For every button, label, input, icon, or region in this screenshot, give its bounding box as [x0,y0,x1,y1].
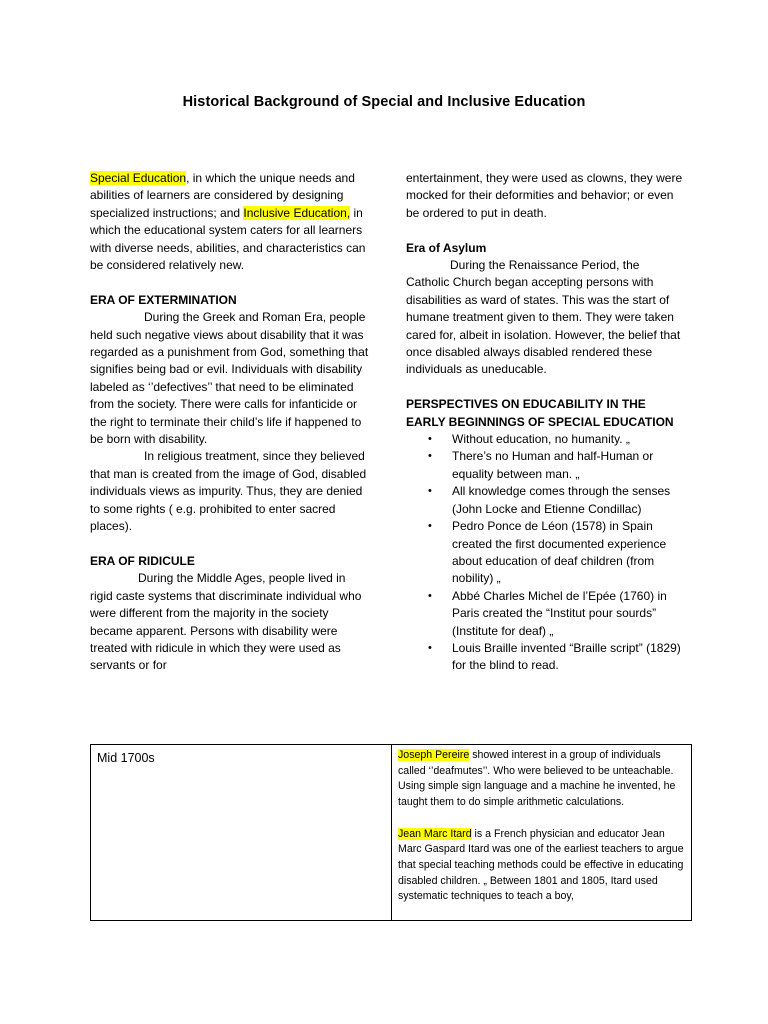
highlight-joseph-pereire: Joseph Pereire [398,749,470,761]
bullet-icon: • [428,433,432,446]
description-cell [392,745,692,921]
heading-asylum: Era of Asylum [406,240,487,255]
list-item: • Louis Braille invented “Braille script” (1829) for the blind to read. [428,640,681,673]
bullet-icon: • [428,589,432,602]
asylum-paragraph: During the Renaissance Period, the Catholic Church began accepting persons with disabilities as ward of states. This was the start of humane treatment given to them. They were taken cared for, albeit in isolation. However, the belief that once disabled always disabled rendered these individuals as uneducable. [406,258,681,377]
pereire-paragraph: Joseph Pereire showed interest in a group of individuals called ‘’deafmutes’’. Who were believed to be unteachable. Using simple sign language and a machine he invented, he taught them to do simple arithmetic calculations. [398,749,676,809]
ridicule-continuation: entertainment, they were used as clowns, they were mocked for their deformities and behavior; or even be ordered to put in death. [406,171,683,220]
highlight-special-education: Special Education [90,171,187,185]
bullet-icon: • [428,450,432,463]
religious-paragraph: In religious treatment, since they believed that man is created from the image of God, disabled individuals views as impurity. Thus, they are denied to some rights ( e.g. prohibited to enter sacred places). [90,449,367,534]
list-item: • Abbé Charles Michel de l’Epée (1760) in Paris created the “Institut pour sourds” (Institute for deaf) „ [428,588,667,638]
bullet-icon: • [428,520,432,533]
heading-extermination: ERA OF EXTERMINATION [90,292,237,307]
intro-paragraph: Special Education, in which the unique needs and abilities of learners are considered by designing specialized instructions; and Inclusive Education, in which the educational system caters for all learners with diverse needs, abilities, and characteristics can be considered relatively new. [90,171,366,273]
itard-paragraph: Jean Marc Itard is a French physician and educator Jean Marc Gaspard Itard was one of the earliest teachers to argue that special teaching methods could be effective in educating disabled children. „ Between 1801 and 1805, Itard used systematic techniques to teach a boy, [398,827,684,903]
list-item: • Pedro Ponce de Léon (1578) in Spain created the first documented experience about education of deaf children (from nobility) „ [428,519,667,586]
perspectives-list [406,431,684,675]
era-cell: Mid 1700s [91,745,392,921]
list-item: • Without education, no humanity. „ [406,431,684,448]
left-column [90,170,370,675]
timeline-table [90,744,692,921]
bullet-icon: • [428,641,432,654]
heading-perspectives: PERSPECTIVES ON EDUCABILITY IN THE EARLY BEGINNINGS OF SPECIAL EDUCATION [406,397,674,429]
highlight-jean-marc-itard: Jean Marc Itard [398,827,472,840]
highlight-inclusive-education: Inclusive Education, [243,205,351,220]
table-row [91,745,692,921]
page-title: Historical Background of Special and Inclusive Education [182,94,586,110]
bullet-icon: • [428,485,432,498]
extermination-paragraph: During the Greek and Roman Era, people held such negative views about disability that it was regarded as a punishment from God, something that signifies being bad or evil. Individuals with disability labeled as ‘’defectives’’ that need to be eliminated from the society. There were calls for infanticide or the right to terminate their child’s life if happened to be born with disability. [90,310,369,447]
heading-ridicule: ERA OF RIDICULE [90,553,195,568]
list-item: • All knowledge comes through the senses (John Locke and Etienne Condillac) [428,484,671,516]
right-column [406,170,684,675]
ridicule-paragraph: During the Middle Ages, people lived in rigid caste systems that discriminate individual who were different from the majority in the society became apparent. Persons with disability were treated with ridicule in which they were used as servants or for [90,571,362,673]
list-item: • There’s no Human and half-Human or equality between man. „ [428,449,654,481]
